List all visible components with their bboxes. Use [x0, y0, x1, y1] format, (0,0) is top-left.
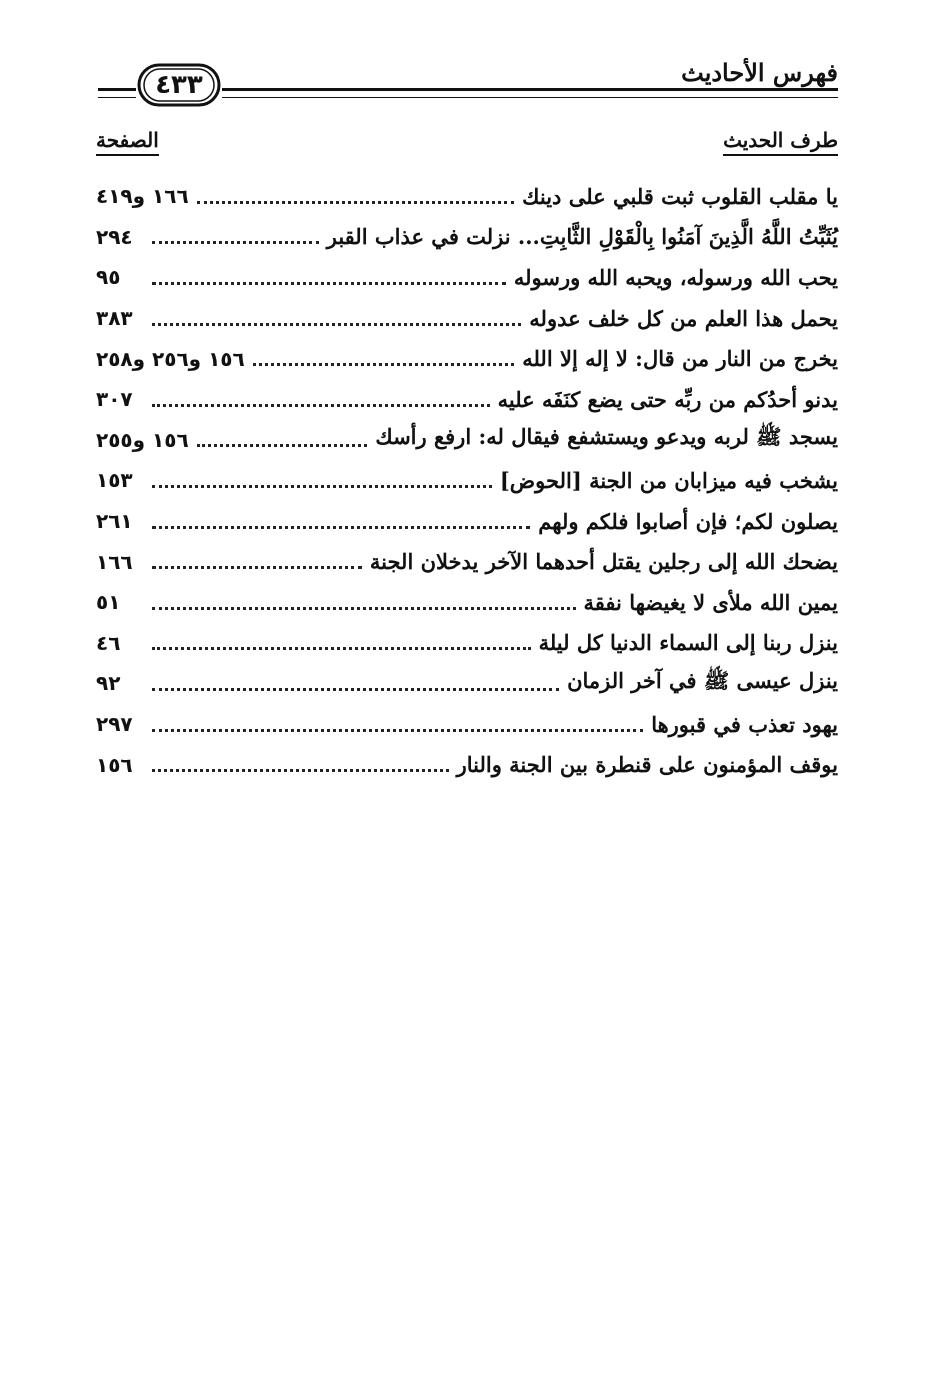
header-rule — [222, 88, 838, 98]
entry-page-numbers: ١٦٦ و٤١٩ — [96, 184, 189, 209]
entry-hadith-text: ينزل عيسى ﷺ في آخر الزمان — [567, 667, 838, 693]
hadith-index-list — [96, 176, 838, 785]
dot-leader — [152, 524, 530, 529]
entry-page-numbers: ٩٢ — [96, 671, 121, 696]
index-row — [96, 460, 838, 501]
entry-hadith-text: ينزل ربنا إلى السماء الدنيا كل ليلة — [538, 630, 838, 656]
entry-hadith-text: يوقف المؤمنون على قنطرة بين الجنة والنار — [456, 752, 838, 778]
index-row — [96, 257, 838, 298]
column-header-page: الصفحة — [96, 128, 159, 156]
column-header-hadith: طرف الحديث — [723, 128, 838, 156]
index-row — [96, 663, 838, 704]
entry-page-numbers: ٢٩٤ — [96, 224, 133, 249]
index-row — [96, 217, 838, 258]
entry-hadith-text: يهود تعذب في قبورها — [651, 711, 838, 737]
entry-hadith-text: يضحك الله إلى رجلين يقتل أحدهما الآخر يدخلان الجنة — [369, 549, 838, 575]
page-number: ٤٣٣ — [155, 70, 203, 100]
dot-leader — [152, 280, 506, 285]
dot-leader — [152, 321, 521, 326]
entry-page-numbers: ٥١ — [96, 590, 121, 615]
entry-hadith-text: يمين الله ملأى لا يغيضها نفقة — [583, 589, 838, 615]
entry-hadith-text: يا مقلب القلوب ثبت قلبي على دينك — [522, 183, 838, 209]
entry-page-numbers: ٢٩٧ — [96, 712, 133, 737]
dot-leader — [253, 361, 515, 366]
entry-hadith-text: يحمل هذا العلم من كل خلف عدوله — [529, 305, 838, 331]
entry-page-numbers: ٣٠٧ — [96, 387, 133, 412]
dot-leader — [152, 727, 643, 732]
index-row — [96, 704, 838, 745]
entry-hadith-text: يسجد ﷺ لربه ويدعو ويستشفع فيقال له: ارفع رأسك — [375, 424, 838, 450]
entry-page-numbers: ١٦٦ — [96, 549, 133, 574]
entry-page-numbers: ٢٦١ — [96, 509, 133, 534]
index-row — [96, 541, 838, 582]
entry-hadith-text: يدنو أحدُكم من ربِّه حتى يضع كنَفَه عليه — [497, 386, 838, 412]
entry-page-numbers: ٤٦ — [96, 630, 121, 655]
dot-leader — [152, 767, 449, 772]
dot-leader — [152, 686, 559, 691]
dot-leader — [197, 199, 515, 204]
index-row — [96, 623, 838, 664]
dot-leader — [152, 605, 576, 610]
entry-page-numbers: ١٥٣ — [96, 468, 133, 493]
dot-leader — [197, 442, 368, 447]
page-title: فهرس الأحاديث — [681, 58, 838, 87]
entry-page-numbers: ٣٨٣ — [96, 306, 133, 331]
entry-page-numbers: ١٥٦ — [96, 752, 133, 777]
entry-hadith-text: يشخب فيه ميزابان من الجنة [الحوض] — [499, 467, 838, 493]
page-number-badge — [136, 62, 222, 108]
entry-hadith-text: يُثَبِّتُ اللَّهُ الَّذِينَ آمَنُوا بِالْقَوْلِ الثَّابِتِ... نزلت في عذاب القبر — [326, 224, 838, 250]
index-row — [96, 582, 838, 623]
dot-leader — [152, 402, 490, 407]
dot-leader — [152, 564, 362, 569]
entry-hadith-text: يحب الله ورسوله، ويحبه الله ورسوله — [513, 264, 838, 290]
index-row — [96, 176, 838, 217]
index-row — [96, 501, 838, 542]
header-rule-left — [98, 88, 136, 98]
entry-page-numbers: ١٥٦ و٢٥٦ و٢٥٨ — [96, 346, 245, 371]
entry-hadith-text: يخرج من النار من قال: لا إله إلا الله — [522, 346, 838, 372]
entry-page-numbers: ١٥٦ و٢٥٥ — [96, 427, 189, 452]
dot-leader — [152, 645, 531, 650]
index-row — [96, 420, 838, 461]
entry-hadith-text: يصلون لكم؛ فإن أصابوا فلكم ولهم — [538, 508, 838, 534]
index-row — [96, 379, 838, 420]
index-row — [96, 298, 838, 339]
index-row — [96, 744, 838, 785]
index-row — [96, 338, 838, 379]
dot-leader — [152, 239, 319, 244]
entry-page-numbers: ٩٥ — [96, 265, 121, 290]
dot-leader — [152, 483, 492, 488]
